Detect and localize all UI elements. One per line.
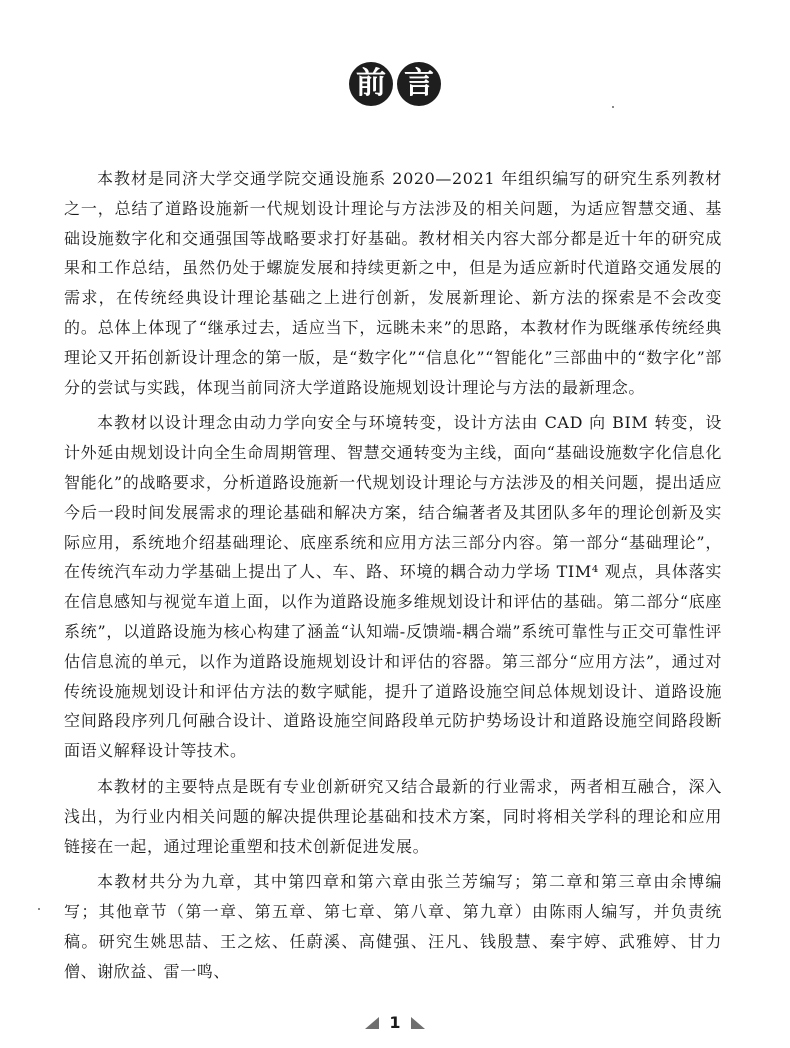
paragraph: 本教材以设计理念由动力学向安全与环境转变，设计方法由 CAD 向 BIM 转变，设计外延由规划设计向全生命周期管理、智慧交通转变为主线，面向“基础设施数字化信息化智能化”的战略要求，分析道路设施新一代规划设计理论与方法涉及的相关问题，提出适应今后一段时间发展需求的理论基础和解决方案，结合编著者及其团队多年的理论创新及实际应用，系统地介绍基础理论、底座系统和应用方法三部分内容。第一部分“基础理论”，在传统汽车动力学基础上提出了人、车、路、环境的耦合动力学场 TIM⁴ 观点，具体落实在信息感知与视觉车道上面，以作为道路设施多维规划设计和评估的基础。第二部分“底座系统”，以道路设施为核心构建了涵盖“认知端-反馈端-耦合端”系统可靠性与正交可靠性评估信息流的单元，以作为道路设施规划设计和评估的容器。第三部分“应用方法”，通过对传统设施规划设计和评估方法的数字赋能，提升了道路设施空间总体规划设计、道路设施空间路段序列几何融合设计、道路设施空间路段单元防护势场设计和道路设施空间路段断面语义解释设计等技术。 — [64, 413, 722, 761]
triangle-left-icon — [365, 1017, 379, 1029]
triangle-right-icon — [411, 1017, 425, 1029]
page-number: 1 — [389, 1013, 401, 1032]
title-char-badge: 言 — [397, 62, 441, 106]
preface-body — [64, 164, 722, 987]
scan-speck — [38, 908, 40, 910]
page-title — [0, 62, 790, 106]
paragraph: 本教材是同济大学交通学院交通设施系 2020—2021 年组织编写的研究生系列教材之一，总结了道路设施新一代规划设计理论与方法涉及的相关问题，为适应智慧交通、基础设施数字化和交通强国等战略要求打好基础。教材相关内容大部分都是近十年的研究成果和工作总结，虽然仍处于螺旋发展和持续更新之中，但是为适应新时代道路交通发展的需求，在传统经典设计理论基础之上进行创新，发展新理论、新方法的探索是不会改变的。总体上体现了“继承过去，适应当下，远眺未来”的思路，本教材作为既继承传统经典理论又开拓创新设计理念的第一版，是“数字化”“信息化”“智能化”三部曲中的“数字化”部分的尝试与实践，体现当前同济大学道路设施规划设计理论与方法的最新理念。 — [64, 169, 722, 397]
scan-speck — [612, 106, 614, 108]
paragraph: 本教材共分为九章，其中第四章和第六章由张兰芳编写；第二章和第三章由余博编写；其他章节（第一章、第五章、第七章、第八章、第九章）由陈雨人编写，并负责统稿。研究生姚思喆、王之炫、任蔚溪、高健强、汪凡、钱殷慧、秦宇婷、武雅婷、甘力僧、谢欣益、雷一鸣、 — [64, 872, 722, 981]
title-char-badge: 前 — [349, 62, 393, 106]
page-footer — [0, 1013, 790, 1032]
paragraph: 本教材的主要特点是既有专业创新研究又结合最新的行业需求，两者相互融合，深入浅出，为行业内相关问题的解决提供理论基础和技术方案，同时将相关学科的理论和应用链接在一起，通过理论重塑和技术创新促进发展。 — [64, 776, 722, 856]
